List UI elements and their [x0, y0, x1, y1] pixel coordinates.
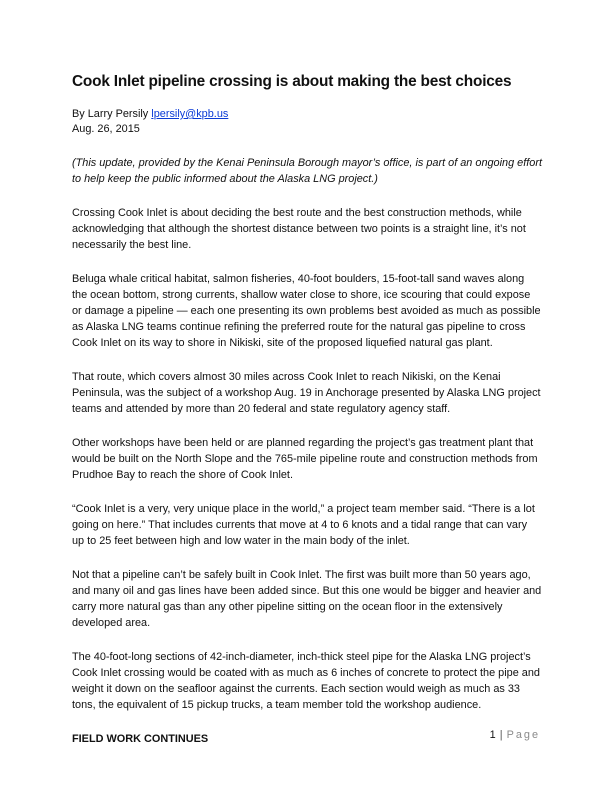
document-page [72, 72, 542, 747]
paragraph-6: Not that a pipeline can’t be safely built in Cook Inlet. The first was built more than 50 years ago, and many oil and gas lines have been added since. But this one would be bigger and heavier and carry more natural gas than any other pipeline sitting on the ocean floor in the extensively developed area. [72, 569, 542, 629]
paragraph-1: Crossing Cook Inlet is about deciding the best route and the best construction methods, while acknowledging that although the shortest distance between two points is a straight line, it’s not necessarily the best line. [72, 207, 526, 251]
byline-author: By Larry Persily [72, 108, 149, 120]
paragraph-5: “Cook Inlet is a very, very unique place in the world,” a project team member said. “There is a lot going on here.” That includes currents that move at 4 to 6 knots and a tidal range that can vary up to 25 feet between high and low water in the main body of the inlet. [72, 503, 535, 547]
article-date: Aug. 26, 2015 [72, 123, 140, 135]
paragraph-3: That route, which covers almost 30 miles across Cook Inlet to reach Nikiski, on the Kenai Peninsula, was the subject of a workshop Aug. 19 in Anchorage presented by Alaska LNG project teams and attended by more than 20 federal and state regulatory agency staff. [72, 371, 541, 415]
paragraph-2: Beluga whale critical habitat, salmon fisheries, 40-foot boulders, 15-foot-tall sand waves along the ocean bottom, strong currents, shallow water close to shore, ice scouring that could expose or damage a pipeline — each one presenting its own problems best avoided as much as possible as Alaska LNG teams continue refining the preferred route for the natural gas pipeline to cross Cook Inlet on its way to shore in Nikiski, site of the proposed liquefied natural gas plant. [72, 273, 541, 349]
byline [72, 107, 542, 122]
article-title: Cook Inlet pipeline crossing is about making the best choices [72, 73, 512, 90]
section-heading: FIELD WORK CONTINUES [72, 733, 209, 745]
page-number: 1 [489, 729, 496, 741]
paragraph-4: Other workshops have been held or are planned regarding the project’s gas treatment plant that would be built on the North Slope and the 765-mile pipeline route and construction methods from Prudhoe Bay to reach the shore of Cook Inlet. [72, 437, 538, 481]
paragraph-7: The 40-foot-long sections of 42-inch-diameter, inch-thick steel pipe for the Alaska LNG project’s Cook Inlet crossing would be coated with as much as 6 inches of concrete to protect the pipe and weight it down on the seafloor against the currents. Each section would weigh as much as 33 tons, the equivalent of 15 pickup trucks, a team member told the workshop audience. [72, 651, 540, 711]
page-footer [490, 729, 540, 741]
page-label: Page [506, 729, 540, 741]
editor-note: (This update, provided by the Kenai Peninsula Borough mayor’s office, is part of an ongoing effort to help keep the public informed about the Alaska LNG project.) [72, 157, 542, 185]
author-email-link[interactable]: lpersily@kpb.us [151, 108, 229, 120]
footer-separator: | [499, 729, 503, 741]
